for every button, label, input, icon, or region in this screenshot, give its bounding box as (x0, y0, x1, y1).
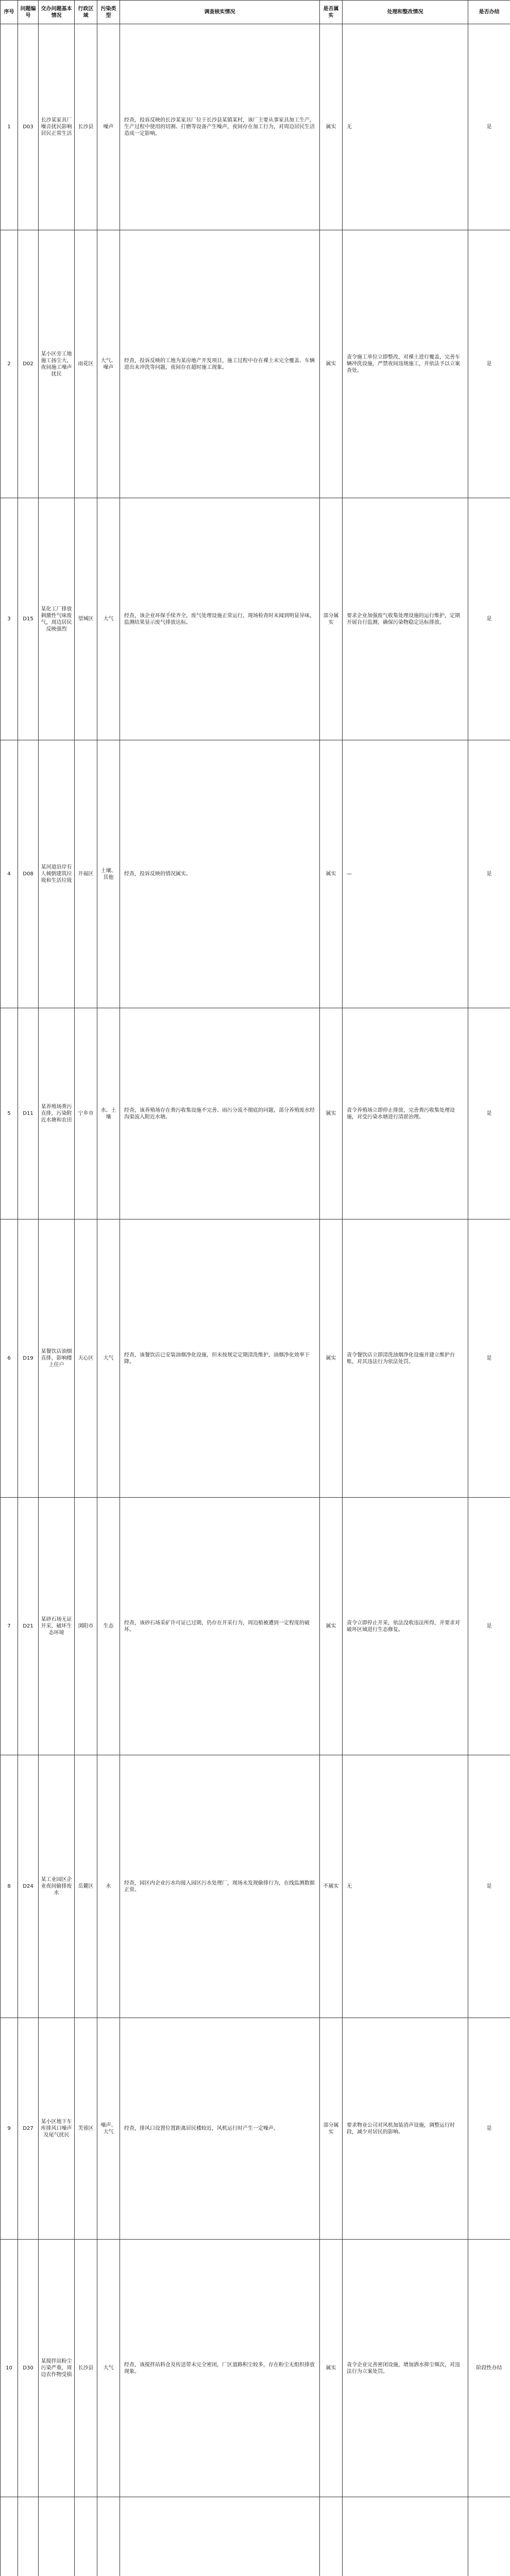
cell-verify: 经查，园区内企业污水均接入园区污水处理厂，现场未发现偷排行为，在线监测数据正常。 (120, 1755, 320, 2018)
cell-verify: 经查，投诉反映的长沙某家具厂位于长沙县某镇某村，该厂主要从事家具加工生产，生产过程中使用的切割、打磨等设备产生噪声，夜间存在加工行为，对周边居民生活造成一定影响。 (120, 24, 320, 230)
cell-handle: 责令养殖场立即停止排放，完善粪污收集处理设施，对受污染水塘进行清淤治理。 (343, 1008, 468, 1219)
cell-done: 是 (468, 24, 510, 230)
cell-type: 噪声 (97, 24, 120, 230)
cell-id: D30 (18, 2240, 39, 2497)
cell-handle: 无 (343, 24, 468, 230)
cell-type: 大气、噪声 (97, 230, 120, 498)
cell-handle: 要求企业加强废气收集处理设施的运行维护，定期开展自行监测，确保污染物稳定达标排放。 (343, 498, 468, 740)
table-row (1, 2497, 510, 2576)
header-verify: 调查核实情况 (120, 1, 320, 24)
cell-done: 是 (468, 230, 510, 498)
cell-id: D02 (18, 230, 39, 498)
header-real: 是否属实 (320, 1, 343, 24)
cell-real: 不属实 (320, 1755, 343, 2018)
cell-verify: 经查，该搅拌站料仓及传送带未完全密闭，厂区道路积尘较多，存在粉尘无组织排放现象。 (120, 2240, 320, 2497)
table-row (1, 1498, 510, 1755)
cell-region: 长沙县 (75, 2240, 97, 2497)
header-handle: 处理和整改情况 (343, 1, 468, 24)
cell-real: 属实 (320, 740, 343, 1008)
cell-problem: 长沙某家具厂噪音扰民影响居民正常生活 (39, 24, 75, 230)
header-problem: 交办问题基本情况 (39, 1, 75, 24)
cell-handle: 责令立即停止开采，依法没收违法所得，并要求对破坏区域进行生态修复。 (343, 1498, 468, 1755)
cell-region: 长沙县 (75, 24, 97, 230)
cell-id: D08 (18, 740, 39, 1008)
cell-real: 属实 (320, 1219, 343, 1498)
cell-region (75, 2497, 97, 2576)
cell-real: 部分属实 (320, 2018, 343, 2240)
cell-done: 是 (468, 1008, 510, 1219)
table-row (1, 1755, 510, 2018)
cell-type: 噪声、大气 (97, 2018, 120, 2240)
cell-type: 大气 (97, 498, 120, 740)
cell-problem: 某餐饮店油烟直排，影响楼上住户 (39, 1219, 75, 1498)
cell-region: 岳麓区 (75, 1755, 97, 2018)
table-row (1, 24, 510, 230)
cell-id: D21 (18, 1498, 39, 1755)
cell-problem: 某砂石场无证开采，破坏生态环境 (39, 1498, 75, 1755)
cell-region: 浏阳市 (75, 1498, 97, 1755)
cell-real: 部分属实 (320, 498, 343, 740)
cell-problem: 某小区旁工地施工扬尘大，夜间施工噪声扰民 (39, 230, 75, 498)
cell-type: 生态 (97, 1498, 120, 1755)
cell-seq: 1 (1, 24, 18, 230)
cell-type: 大气 (97, 2240, 120, 2497)
header-type: 污染类型 (97, 1, 120, 24)
table-header-row (1, 1, 510, 24)
cell-seq: 2 (1, 230, 18, 498)
cell-type: 大气 (97, 1219, 120, 1498)
table-row (1, 2240, 510, 2497)
cell-real: 属实 (320, 1008, 343, 1219)
cell-handle: 要求物业公司对风机加装消声设施，调整运行时段，减少对居民的影响。 (343, 2018, 468, 2240)
table-row (1, 230, 510, 498)
cell-done: 是 (468, 1219, 510, 1498)
cell-real: 属实 (320, 230, 343, 498)
cell-id: D24 (18, 1755, 39, 2018)
header-done: 是否办结 (468, 1, 510, 24)
cell-id (18, 2497, 39, 2576)
cell-done: 是 (468, 1498, 510, 1755)
cell-verify (120, 2497, 320, 2576)
cell-verify: 经查，投诉反映的工地为某房地产开发项目，施工过程中存在裸土未完全覆盖、车辆进出未冲洗等问题，夜间存在超时施工现象。 (120, 230, 320, 498)
cell-problem: 某养殖场粪污直排，污染附近水塘和农田 (39, 1008, 75, 1219)
cell-region: 天心区 (75, 1219, 97, 1498)
cell-seq: 8 (1, 1755, 18, 2018)
cell-region: 雨花区 (75, 230, 97, 498)
cell-handle: 责令施工单位立即整改，对裸土进行覆盖，完善车辆冲洗设施，严禁夜间违规施工，并依法予以立案查处。 (343, 230, 468, 498)
cell-region: 望城区 (75, 498, 97, 740)
cell-done (468, 2497, 510, 2576)
cell-problem: 某小区地下车库排风口噪声及尾气扰民 (39, 2018, 75, 2240)
cell-verify: 经查，该企业环保手续齐全，废气处理设施正常运行，现场检查时未闻到明显异味，监测结果显示废气排放达标。 (120, 498, 320, 740)
cell-done: 阶段性办结 (468, 2240, 510, 2497)
cell-seq: 10 (1, 2240, 18, 2497)
cell-handle: 无 (343, 1755, 468, 2018)
cell-seq: 6 (1, 1219, 18, 1498)
cell-problem (39, 2497, 75, 2576)
cell-id: D15 (18, 498, 39, 740)
header-id: 问题编号 (18, 1, 39, 24)
cell-done: 是 (468, 498, 510, 740)
header-region: 行政区域 (75, 1, 97, 24)
cell-handle: — (343, 740, 468, 1008)
cell-handle (343, 2497, 468, 2576)
cell-id: D03 (18, 24, 39, 230)
cell-verify: 经查，该砂石场采矿许可证已过期，仍存在开采行为，周边植被遭到一定程度的破坏。 (120, 1498, 320, 1755)
cell-done: 是 (468, 740, 510, 1008)
cell-verify: 经查，该养殖场存在粪污收集设施不完善、雨污分流不彻底的问题，部分养殖废水经沟渠流入附近水塘。 (120, 1008, 320, 1219)
cell-seq: 5 (1, 1008, 18, 1219)
cell-region: 开福区 (75, 740, 97, 1008)
cell-real (320, 2497, 343, 2576)
table-row (1, 2018, 510, 2240)
cell-type: 水 (97, 1755, 120, 2018)
header-seq: 序号 (1, 1, 18, 24)
cell-type (97, 2497, 120, 2576)
cell-type: 水、土壤 (97, 1008, 120, 1219)
cell-type: 土壤、其他 (97, 740, 120, 1008)
cell-real: 属实 (320, 2240, 343, 2497)
cell-verify: 经查，排风口设置位置距离居民楼较近，风机运行时产生一定噪声。 (120, 2018, 320, 2240)
cell-seq: 4 (1, 740, 18, 1008)
table-body (1, 24, 510, 2576)
cell-problem: 某工业园区企业夜间偷排废水 (39, 1755, 75, 2018)
cell-verify: 经查，投诉反映的情况属实。 (120, 740, 320, 1008)
cell-id: D11 (18, 1008, 39, 1219)
table-row (1, 740, 510, 1008)
table-row (1, 498, 510, 740)
cell-handle: 责令企业完善密闭设施，增加洒水抑尘频次，对违法行为立案处罚。 (343, 2240, 468, 2497)
cell-real: 属实 (320, 24, 343, 230)
cell-seq: 9 (1, 2018, 18, 2240)
cell-done: 是 (468, 2018, 510, 2240)
cell-id: D27 (18, 2018, 39, 2240)
cell-seq (1, 2497, 18, 2576)
cell-problem: 某化工厂排放刺激性气味废气，周边居民反映强烈 (39, 498, 75, 740)
cell-real: 属实 (320, 1498, 343, 1755)
cell-region: 芙蓉区 (75, 2018, 97, 2240)
cell-handle: 责令餐饮店立即清洗油烟净化设施并建立维护台账，对其违法行为依法处罚。 (343, 1219, 468, 1498)
cell-seq: 7 (1, 1498, 18, 1755)
table-row (1, 1219, 510, 1498)
cell-problem: 某河道沿岸有人倾倒建筑垃圾和生活垃圾 (39, 740, 75, 1008)
cell-done: 是 (468, 1755, 510, 2018)
cell-id: D19 (18, 1219, 39, 1498)
cell-seq: 3 (1, 498, 18, 740)
cell-region: 宁乡市 (75, 1008, 97, 1219)
table-row (1, 1008, 510, 1219)
cell-verify: 经查，该餐饮店已安装油烟净化设施，但未按规定定期清洗维护，油烟净化效率下降。 (120, 1219, 320, 1498)
cell-problem: 某搅拌站粉尘污染严重，周边农作物受损 (39, 2240, 75, 2497)
